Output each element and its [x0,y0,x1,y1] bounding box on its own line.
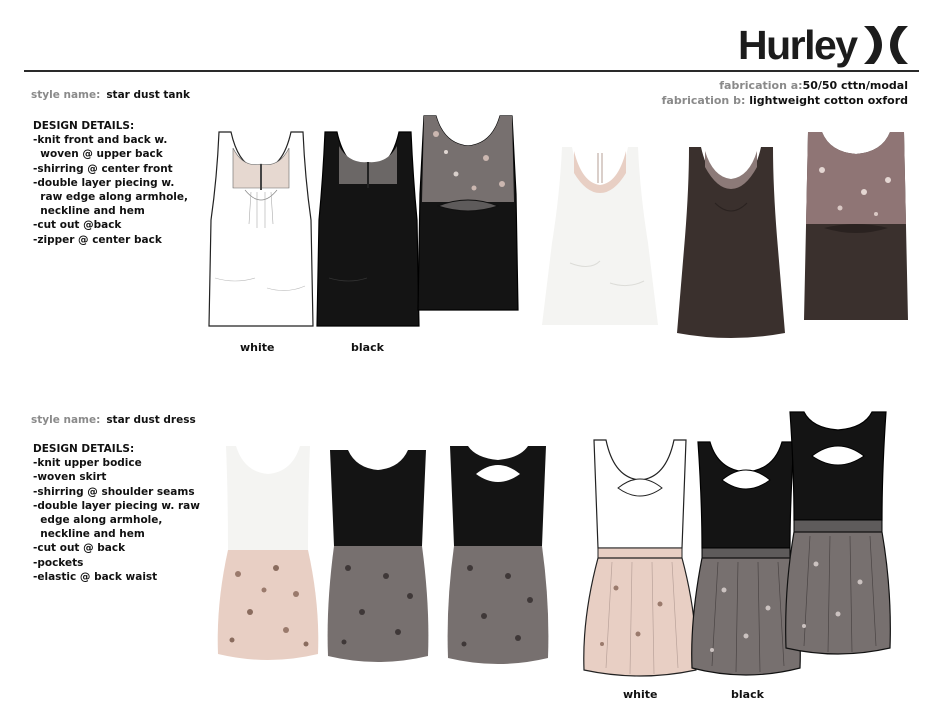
detail-line: woven @ upper back [33,148,163,161]
dress-color-black: black [731,688,764,701]
detail-line: -shirring @ shoulder seams [33,485,195,498]
dress-color-white: white [623,688,658,701]
tank-white-sketch [205,128,317,330]
fabrication-b-value: lightweight cotton oxford [749,94,908,107]
tank-design-details [33,119,188,247]
detail-line: -cut out @ back [33,542,126,555]
detail-line: -zipper @ center back [33,233,162,246]
tank-white-photo [540,143,660,329]
detail-line: -pockets [33,556,84,569]
detail-line: -elastic @ back waist [33,570,158,583]
detail-line: raw edge along armhole, [33,191,189,204]
tank-color-black: black [351,341,384,354]
dress-style-label: style name: [31,414,101,426]
hurley-mark-icon [862,24,910,66]
detail-line: -double layer piecing w. raw [33,499,200,512]
tank-color-white: white [240,341,275,354]
tank-style-label: style name: [31,89,101,101]
tank-style-value: star dust tank [106,89,190,101]
fabrication-b [662,94,908,107]
detail-line: DESIGN DETAILS: [33,443,135,455]
dress-style-value: star dust dress [106,414,196,426]
dress-back-photo [446,444,550,668]
detail-line: -knit front and back w. [33,134,168,147]
detail-line: edge along armhole, [33,514,163,527]
tank-style-name [31,89,190,101]
detail-line: neckline and hem [33,205,145,218]
dress-white-photo [216,444,320,666]
detail-line: -knit upper bodice [33,457,142,470]
tank-brown-photo [675,143,787,341]
detail-line: -woven skirt [33,471,107,484]
dress-design-details [33,442,200,584]
detail-line: DESIGN DETAILS: [33,120,135,132]
detail-line: -cut out @back [33,219,122,232]
header-rule [24,70,919,72]
fabrication-a [719,79,908,92]
detail-line: neckline and hem [33,528,145,541]
brand-logo [738,20,910,70]
dress-white-sketch [582,438,698,682]
dress-black-photo [326,446,430,666]
fabrication-a-value: 50/50 cttn/modal [802,79,908,92]
dress-style-name [31,414,196,426]
tank-back-photo [800,130,912,326]
detail-line: -double layer piecing w. [33,176,175,189]
dress-back-sketch [784,410,892,660]
tank-black-sketch [315,128,421,330]
detail-line: -shirring @ center front [33,162,173,175]
brand-wordmark: Hurley [738,22,857,68]
tank-back-sketch [416,114,520,314]
fabrication-b-label: fabrication b: [661,94,746,107]
fabrication-a-label: fabrication a: [719,79,803,92]
